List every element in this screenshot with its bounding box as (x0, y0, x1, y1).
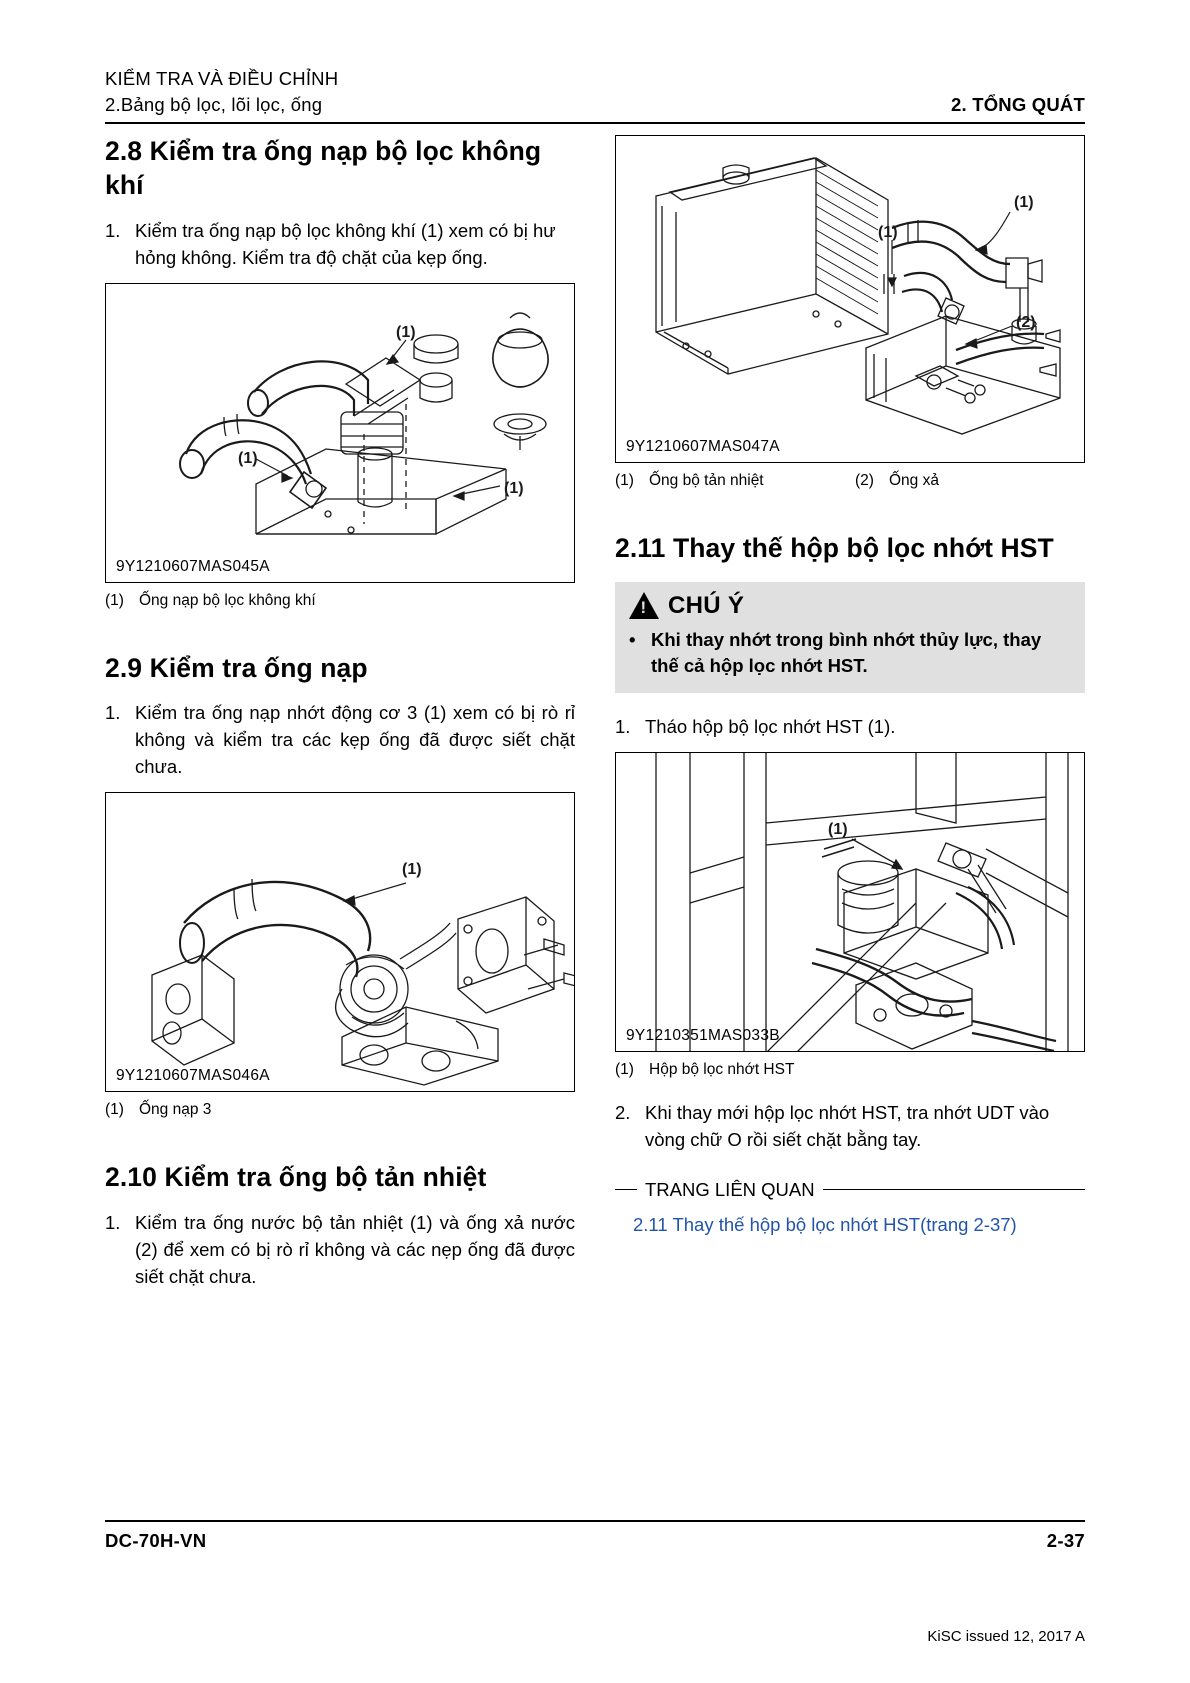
list-text: Kiểm tra ống nạp bộ lọc không khí (1) xem có bị hư hỏng không. Kiểm tra độ chặt của kẹp ống. (135, 219, 556, 268)
caption-number: (1) (105, 591, 124, 609)
list-number: 1. (105, 702, 121, 724)
list-number: 1. (105, 219, 121, 241)
list-item (105, 699, 575, 780)
caption-number: (1) (615, 1061, 634, 1079)
header-divider (105, 122, 1085, 124)
figure-callout-1a: (1) (396, 323, 416, 341)
figure-callout-1c: (1) (504, 479, 524, 497)
list-text: Kiểm tra ống nước bộ tản nhiệt (1) và ống xả nước (2) để xem có bị rò rỉ không và các nẹp ống đã được siết chặt chưa. (135, 1212, 575, 1287)
figure-code: 9Y1210607MAS045A (116, 557, 270, 575)
figure-callout-leader (616, 753, 1085, 1052)
caption-number: (1) (105, 1101, 124, 1119)
header-title-block (105, 66, 338, 117)
page-footer (105, 1520, 1085, 1552)
warning-triangle-icon (629, 592, 659, 619)
figure-code: 9Y1210607MAS046A (116, 1067, 270, 1085)
footer-doc-code: DC-70H-VN (105, 1530, 207, 1551)
bullet-icon: • (629, 628, 636, 650)
related-page-link[interactable]: 2.11 Thay thế hộp bộ lọc nhớt HST(trang 2-37) (633, 1213, 1017, 1235)
related-pages-label: TRANG LIÊN QUAN (645, 1178, 815, 1200)
caution-box (615, 582, 1085, 694)
section-heading-2-9: 2.9 Kiểm tra ống nạp (105, 652, 368, 683)
caution-header (629, 592, 1071, 620)
figure-code: 9Y1210351MAS033B (626, 1027, 780, 1045)
page-header (105, 66, 1085, 124)
figure-callout-leader (106, 793, 575, 1092)
caption-text: Ống nạp 3 (139, 1101, 212, 1119)
figure-intake-hose-3 (105, 792, 575, 1092)
figure-callout-2: (2) (1016, 314, 1036, 331)
figure-callout-leaders (616, 136, 1085, 463)
figure-caption (615, 1059, 1085, 1081)
caption-number: (1) (615, 472, 634, 489)
figure-callout-1b: (1) (238, 449, 258, 467)
caption-entry (615, 470, 855, 492)
list-text: Kiểm tra ống nạp nhớt động cơ 3 (1) xem có bị rò rỉ không và kiểm tra các kẹp ống đã được siết chặt chưa. (135, 702, 575, 778)
caution-text: Khi thay nhớt trong bình nhớt thủy lực, thay thế cả hộp lọc nhớt HST. (651, 628, 1042, 676)
footer-divider (105, 1520, 1085, 1522)
figure-radiator-hoses (615, 135, 1085, 463)
figure-caption (105, 1099, 575, 1121)
list-item (105, 217, 575, 271)
list-number: 1. (105, 1212, 121, 1233)
figure-caption (105, 590, 575, 612)
rule-right (823, 1189, 1085, 1190)
header-chapter: 2. TỔNG QUÁT (951, 94, 1085, 116)
caution-body (629, 627, 1071, 680)
header-title-line1: KIỂM TRA VÀ ĐIỀU CHỈNH (105, 68, 339, 89)
list-number: 2. (615, 1101, 631, 1123)
caption-number: (2) (855, 472, 874, 489)
list-text: Tháo hộp bộ lọc nhớt HST (1). (645, 716, 896, 738)
figure-callout-1: (1) (402, 861, 422, 879)
section-heading-2-11: 2.11 Thay thế hộp bộ lọc nhớt HST (615, 532, 1054, 563)
figure-air-filter-intake-hose (105, 283, 575, 583)
figure-callout-1a: (1) (1014, 194, 1034, 211)
footer-issue-note: KiSC issued 12, 2017 A (927, 1628, 1085, 1645)
left-column (105, 135, 575, 1302)
caption-text: Hộp bộ lọc nhớt HST (649, 1061, 795, 1079)
right-column (615, 135, 1085, 1238)
caution-title: CHÚ Ý (668, 591, 745, 619)
list-text: Khi thay mới hộp lọc nhớt HST, tra nhớt UDT vào vòng chữ O rồi siết chặt bằng tay. (645, 1101, 1050, 1150)
related-pages-block (615, 1179, 1085, 1238)
caption-text: Ống xả (889, 472, 939, 489)
section-heading-2-8: 2.8 Kiểm tra ống nạp bộ lọc không khí (105, 136, 542, 200)
related-pages-header (615, 1179, 1085, 1201)
rule-left (615, 1189, 637, 1190)
figure-callout-1: (1) (828, 821, 848, 839)
footer-page-number: 2-37 (1046, 1530, 1085, 1551)
caption-text: Ống bộ tản nhiệt (649, 472, 764, 489)
figure-callout-1b: (1) (878, 224, 898, 241)
list-number: 1. (615, 716, 631, 738)
list-item (615, 713, 1085, 740)
list-item (105, 1209, 575, 1290)
header-title-line2: 2.Bảng bộ lọc, lõi lọc, ống (105, 93, 323, 115)
list-item (615, 1099, 1085, 1153)
caption-text: Ống nạp bộ lọc không khí (139, 591, 316, 609)
section-heading-2-10: 2.10 Kiểm tra ống bộ tản nhiệt (105, 1162, 487, 1193)
figure-code: 9Y1210607MAS047A (626, 438, 780, 455)
caption-entry (855, 470, 939, 492)
figure-hst-oil-filter (615, 752, 1085, 1052)
figure-callout-leaders (106, 284, 575, 583)
figure-caption (615, 470, 1085, 492)
